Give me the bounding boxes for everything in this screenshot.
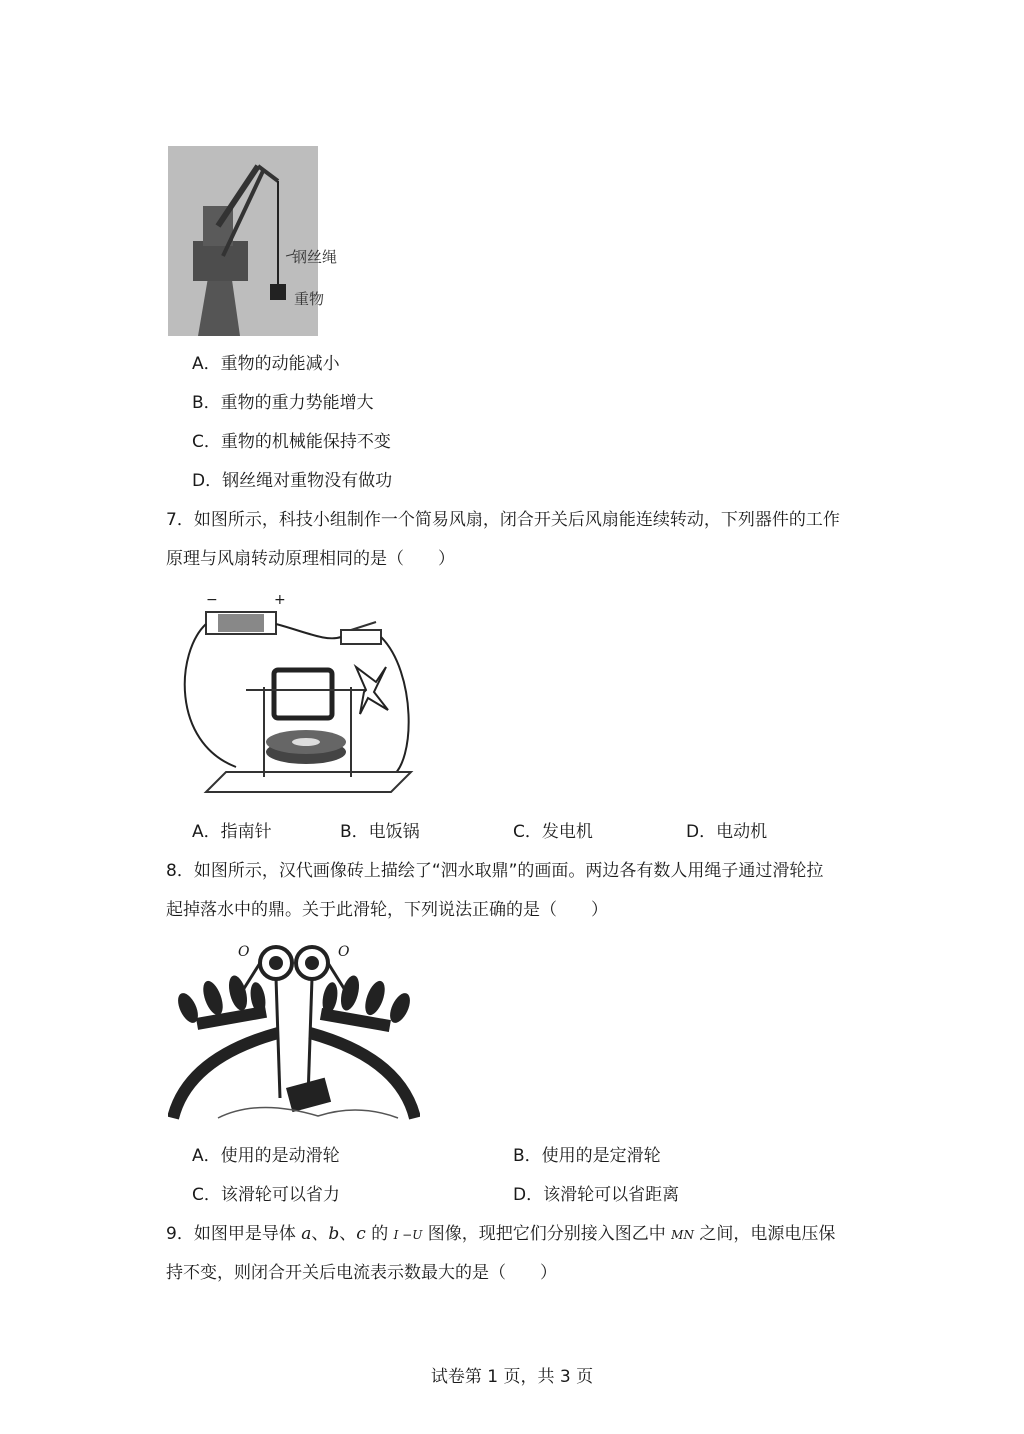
pivot-label-left: O xyxy=(238,944,250,960)
q8-option-c: C．该滑轮可以省力 xyxy=(192,1185,340,1205)
page-footer: 试卷第 1 页，共 3 页 xyxy=(430,1367,594,1387)
q8-option-a: A．使用的是动滑轮 xyxy=(192,1146,340,1166)
battery-plus-mark: + xyxy=(274,592,286,608)
q7-option-c: C．发电机 xyxy=(513,822,593,842)
crane-figure xyxy=(168,146,358,336)
q8-option-b: B．使用的是定滑轮 xyxy=(513,1146,661,1166)
q6-option-b: B．重物的重力势能增大 xyxy=(192,393,374,413)
q9-stem-line2: 持不变，则闭合开关后电流表示数最大的是（ ） xyxy=(166,1263,557,1283)
rope-label: 钢丝绳 xyxy=(292,248,338,266)
q8-stem-line2: 起掉落水中的鼎。关于此滑轮，下列说法正确的是（ ） xyxy=(166,900,608,920)
battery-minus-mark: − xyxy=(206,592,218,608)
var-a: a xyxy=(301,1224,312,1244)
weight-label: 重物 xyxy=(294,290,325,308)
motor-fan-figure xyxy=(176,592,416,802)
q7-stem-line1: 7．如图所示，科技小组制作一个简易风扇，闭合开关后风扇能连续转动，下列器件的工作 xyxy=(166,510,840,530)
q6-option-c: C．重物的机械能保持不变 xyxy=(192,432,391,452)
q8-stem-line1: 8．如图所示，汉代画像砖上描绘了“泗水取鼎”的画面。两边各有数人用绳子通过滑轮拉 xyxy=(166,861,824,881)
q8-option-d: D．该滑轮可以省距离 xyxy=(513,1185,680,1205)
q6-option-a: A．重物的动能减小 xyxy=(192,354,340,374)
pivot-label-right: O xyxy=(338,944,350,960)
var-c: c xyxy=(356,1224,366,1244)
pulley-brick-figure xyxy=(168,938,420,1128)
var-mn: MN xyxy=(671,1228,694,1242)
q7-option-d: D．电动机 xyxy=(686,822,768,842)
var-iu: I −U xyxy=(393,1228,423,1242)
q9-stem-line1: 9．如图甲是导体 a、b、c 的 I −U 图像，现把它们分别接入图乙中 MN 之间，电源电压保 xyxy=(166,1224,836,1244)
var-b: b xyxy=(328,1224,340,1244)
q7-stem-line2: 原理与风扇转动原理相同的是（ ） xyxy=(166,549,455,569)
q7-option-a: A．指南针 xyxy=(192,822,272,842)
q6-option-d: D．钢丝绳对重物没有做功 xyxy=(192,471,393,491)
q7-option-b: B．电饭锅 xyxy=(340,822,420,842)
